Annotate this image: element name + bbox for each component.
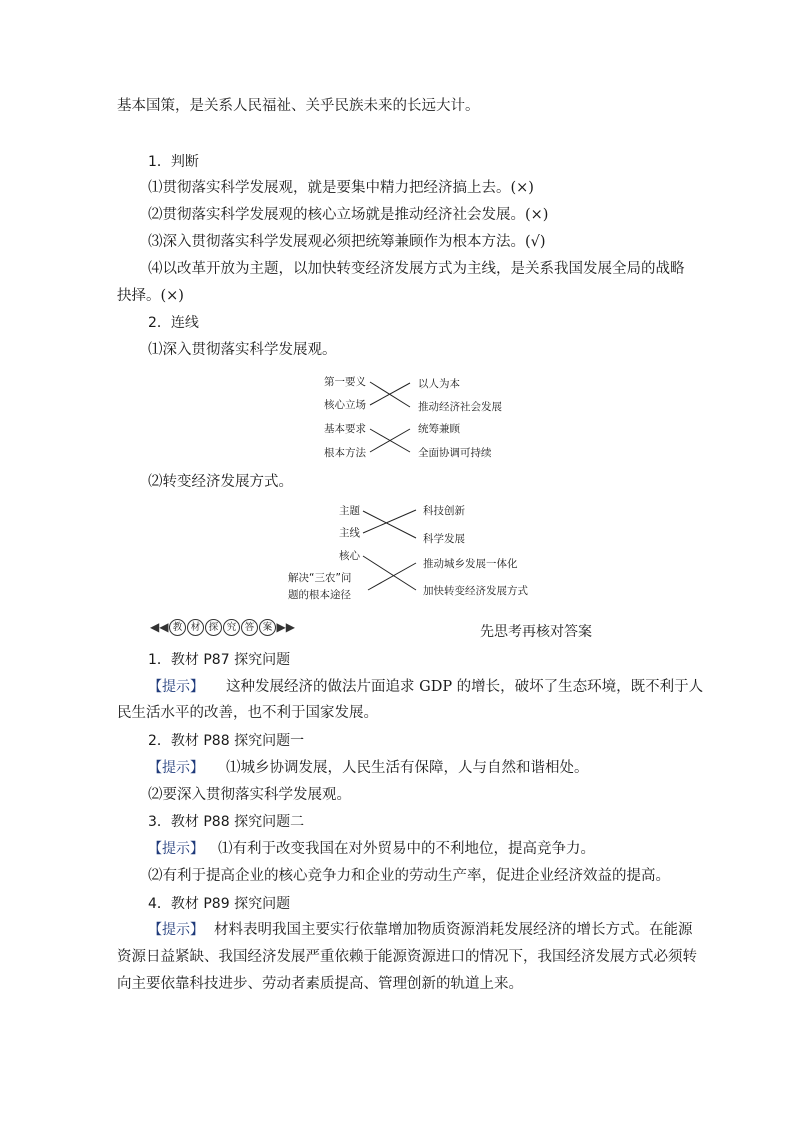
judge-item-4-cont: 抉择。(×) bbox=[117, 288, 184, 304]
judge-item-2: ⑵贯彻落实科学发展观的核心立场就是推动经济社会发展。(×) bbox=[148, 207, 549, 223]
answer-2-hint: 【提示】 bbox=[148, 760, 204, 776]
diagram2-left-3: 核心 bbox=[339, 550, 360, 562]
diagram1-left-4: 根本方法 bbox=[324, 447, 366, 459]
diagram2-left-4a: 解决“三农”问 bbox=[288, 572, 352, 584]
diagram2-right-2: 科学发展 bbox=[423, 533, 465, 545]
answer-2-text-1: ⑴城乡协调发展，人民生活有保障，人与自然和谐相处。 bbox=[226, 760, 589, 776]
diagram1-right-4: 全面协调可持续 bbox=[418, 447, 492, 459]
diagram2-left-1: 主题 bbox=[339, 505, 360, 517]
answer-1-line-2: 民生活水平的改善，也不利于国家发展。 bbox=[117, 705, 378, 721]
diagram2-left-4b: 题的根本途径 bbox=[288, 589, 351, 601]
diagram1-left-3: 基本要求 bbox=[324, 423, 366, 435]
answer-1-text-1: 这种发展经济的做法片面追求 GDP 的增长，破坏了生态环境，既不利于人 bbox=[226, 679, 704, 695]
d2-line-1 bbox=[363, 511, 416, 538]
answer-3-heading: 3．教材 P88 探究问题二 bbox=[148, 814, 305, 830]
diagram2-right-3: 推动城乡发展一体化 bbox=[423, 558, 518, 570]
banner-char-3: 探 bbox=[205, 619, 222, 636]
banner-char-4: 究 bbox=[223, 619, 240, 636]
banner-left-arrows: ◀◀ bbox=[150, 620, 169, 634]
d2-line-3 bbox=[363, 556, 416, 590]
answer-banner bbox=[150, 618, 295, 636]
connect-sub2: ⑵转变经济发展方式。 bbox=[148, 474, 293, 490]
diagram2-left-2: 主线 bbox=[339, 527, 360, 539]
answer-3-line-2: ⑵有利于提高企业的核心竞争力和企业的劳动生产率，促进企业经济效益的提高。 bbox=[148, 868, 670, 884]
answer-4-line-1 bbox=[148, 920, 693, 940]
diagram1-right-1: 以人为本 bbox=[418, 378, 460, 390]
answer-3-line-1 bbox=[148, 839, 595, 859]
answer-4-hint: 【提示】 bbox=[148, 922, 204, 938]
diagram1-right-2: 推动经济社会发展 bbox=[418, 401, 502, 413]
answer-4-heading: 4．教材 P89 探究问题 bbox=[148, 896, 291, 912]
answer-4-text-1: 材料表明我国主要实行依靠增加物质资源消耗发展经济的增长方式。在能源 bbox=[214, 922, 693, 938]
answer-4-line-3: 向主要依靠科技进步、劳动者素质提高、管理创新的轨道上来。 bbox=[117, 976, 523, 992]
answer-2-heading: 2．教材 P88 探究问题一 bbox=[148, 733, 305, 749]
diagram1-left-1: 第一要义 bbox=[324, 376, 366, 388]
d2-line-2 bbox=[363, 510, 416, 533]
answer-1-hint: 【提示】 bbox=[148, 679, 204, 695]
answer-2-line-2: ⑵要深入贯彻落实科学发展观。 bbox=[148, 787, 351, 803]
diagram1-right-3: 统筹兼顾 bbox=[418, 423, 460, 435]
banner-right-text: 先思考再核对答案 bbox=[480, 624, 592, 640]
connect-sub1: ⑴深入贯彻落实科学发展观。 bbox=[148, 342, 337, 358]
banner-char-1: 教 bbox=[169, 619, 186, 636]
judge-item-4: ⑷以改革开放为主题，以加快转变经济发展方式为主线，是关系我国发展全局的战略 bbox=[148, 261, 685, 277]
banner-char-5: 答 bbox=[241, 619, 258, 636]
judge-item-3: ⑶深入贯彻落实科学发展观必须把统筹兼顾作为根本方法。(√) bbox=[148, 234, 546, 250]
answer-3-hint: 【提示】 bbox=[148, 841, 204, 857]
judge-item-1: ⑴贯彻落实科学发展观，就是要集中精力把经济搞上去。(×) bbox=[148, 180, 534, 196]
answer-1-heading: 1．教材 P87 探究问题 bbox=[148, 652, 291, 668]
answer-3-text-1: ⑴有利于改变我国在对外贸易中的不利地位，提高竞争力。 bbox=[218, 841, 595, 857]
answer-2-line-1 bbox=[148, 758, 589, 778]
answer-1-line-1 bbox=[148, 677, 703, 697]
diagram2-right-1: 科技创新 bbox=[423, 505, 465, 517]
connect-heading: 2．连线 bbox=[148, 315, 199, 331]
diagram1-left-2: 核心立场 bbox=[324, 399, 366, 411]
banner-right-arrows: ▶▶ bbox=[276, 620, 295, 634]
banner-char-2: 材 bbox=[187, 619, 204, 636]
diagram2-right-4: 加快转变经济发展方式 bbox=[423, 585, 528, 597]
judge-heading: 1．判断 bbox=[148, 154, 199, 170]
answer-4-line-2: 资源日益紧缺、我国经济发展严重依赖于能源资源进口的情况下，我国经济发展方式必须转 bbox=[117, 949, 697, 965]
intro-line: 基本国策，是关系人民福祉、关乎民族未来的长远大计。 bbox=[117, 98, 480, 114]
banner-char-6: 案 bbox=[259, 619, 276, 636]
